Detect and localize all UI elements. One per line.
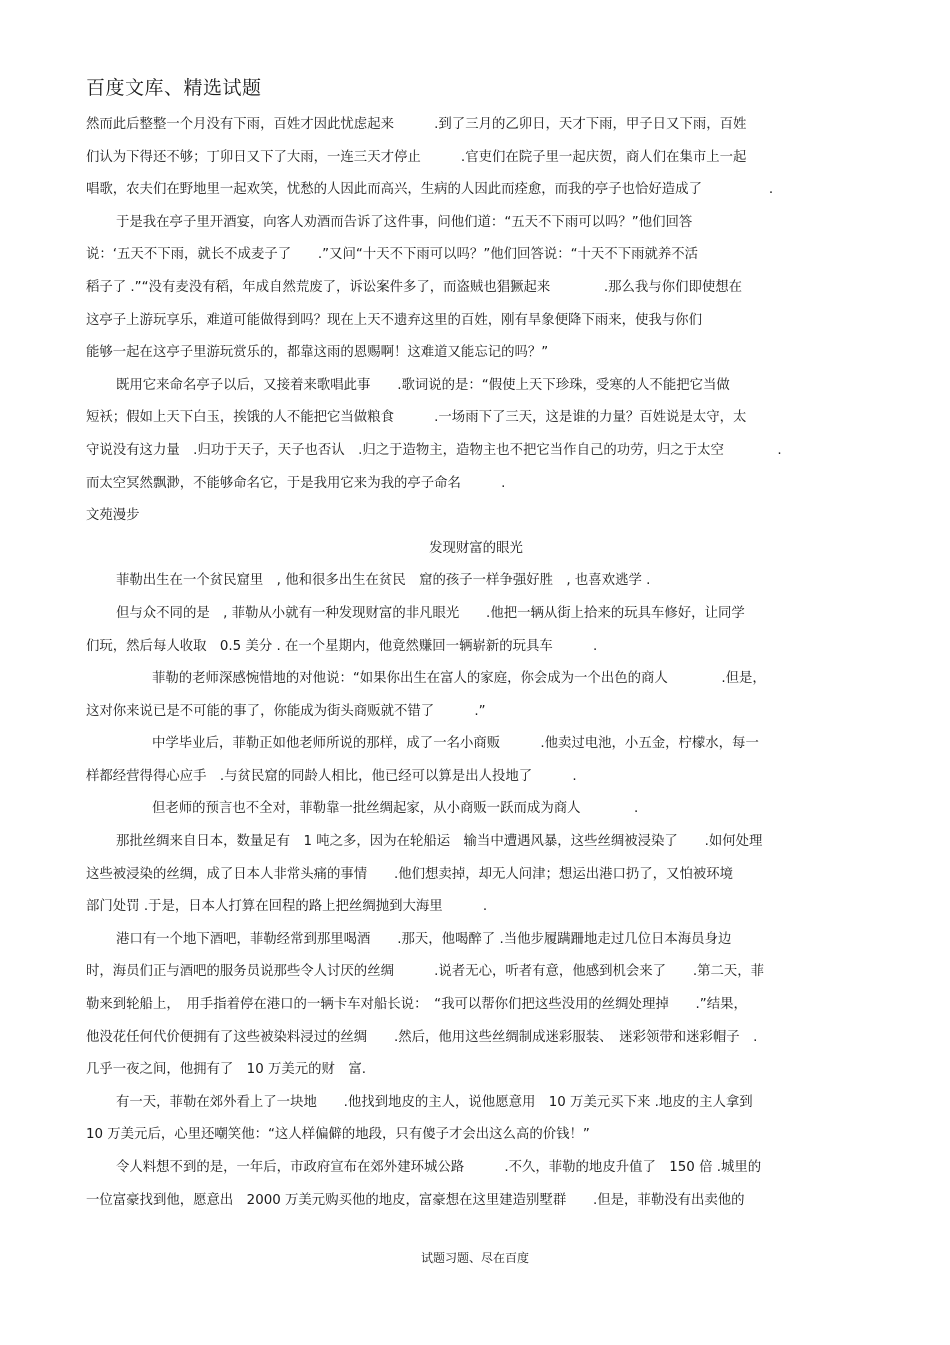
text-line: 这对你来说已是不可能的事了，你能成为街头商贩就不错了 .” <box>86 703 486 719</box>
text-line: 而太空冥然飘渺，不能够命名它，于是我用它来为我的亭子命名 . <box>86 475 506 491</box>
text-line: 短袄；假如上天下白玉，挨饿的人不能把它当做粮食 .一场雨下了三天，这是谁的力量？百姓说是太守，太 <box>86 410 747 426</box>
text-line: 港口有一个地下酒吧，菲勒经常到那里喝酒 .那天，他喝醉了 .当他步履蹒跚地走过几位日本海员身边 <box>116 931 732 947</box>
text-line: 文苑漫步 <box>86 508 140 524</box>
text-line: 中学毕业后，菲勒正如他老师所说的那样，成了一名小商贩 .他卖过电池，小五金，柠檬水，每一 <box>152 736 759 752</box>
text-line: 令人料想不到的是，一年后，市政府宣布在郊外建环城公路 .不久，菲勒的地皮升值了 150 倍 .城里的 <box>116 1160 762 1175</box>
text-line: 时，海员们正与酒吧的服务员说那些令人讨厌的丝绸 .说者无心，听者有意，他感到机会来了 .第二天，菲 <box>86 964 765 980</box>
text-line: 勒来到轮船上， 用手指着停在港口的一辆卡车对船长说： “我可以帮你们把这些没用的丝绸处理掉 .”结果， <box>86 997 747 1013</box>
page-footer: 试题习题、尽在百度 <box>420 1251 529 1265</box>
text-line: 有一天，菲勒在郊外看上了一块地 .他找到地皮的主人，说他愿意用 10 万美元买下来 .地皮的主人拿到 <box>116 1094 753 1110</box>
text-line: 这些被浸染的丝绸，成了日本人非常头痛的事情 .他们想卖掉，却无人问津；想运出港口扔了，又怕被环境 <box>86 866 734 882</box>
text-line: 们认为下得还不够；丁卯日又下了大雨，一连三天才停止 .官吏们在院子里一起庆贺，商人们在集市上一起 <box>86 149 747 165</box>
text-line: 唱歌，农夫们在野地里一起欢笑，忧愁的人因此而高兴，生病的人因此而痊愈，而我的亭子也恰好造成了 . <box>86 182 774 198</box>
text-line: 部门处罚 .于是，日本人打算在回程的路上把丝绸抛到大海里 . <box>86 899 488 915</box>
body-text <box>86 114 866 1222</box>
text-line: 守说没有这力量 .归功于天子，天子也否认 .归之于造物主，造物主也不把它当作自己的功劳，归之于太空 . <box>86 442 782 458</box>
text-line: 但老师的预言也不全对，菲勒靠一批丝绸起家，从小商贩一跃而成为商人 . <box>152 801 639 817</box>
text-line: 菲勒的老师深感惋惜地的对他说：“如果你出生在富人的家庭，你会成为一个出色的商人 .但是， <box>152 671 766 687</box>
text-line: 10 万美元后，心里还嘲笑他：“这人样偏僻的地段，只有傻子才会出这么高的价钱！” <box>86 1127 590 1143</box>
page-header: 百度文库、精选试题 <box>86 77 262 99</box>
text-line: 然而此后整整一个月没有下雨，百姓才因此忧虑起来 .到了三月的乙卯日，天才下雨，甲子日又下雨，百姓 <box>86 117 747 132</box>
text-line: 但与众不同的是 , 菲勒从小就有一种发现财富的非凡眼光 .他把一辆从街上拾来的玩具车修好，让同学 <box>116 605 745 621</box>
text-line: 那批丝绸来自日本，数量足有 1 吨之多，因为在轮船运 输当中遭遇风暴，这些丝绸被浸染了 .如何处理 <box>116 834 763 850</box>
text-line: 几乎一夜之间，他拥有了 10 万美元的财 富. <box>86 1062 366 1078</box>
text-line: 菲勒出生在一个贫民窟里 , 他和很多出生在贫民 窟的孩子一样争强好胜 , 也喜欢逃学 . <box>116 573 651 589</box>
text-line: 这亭子上游玩享乐，难道可能做得到吗？现在上天不遗弃这里的百姓，刚有旱象便降下雨来，使我与你们 <box>86 312 702 328</box>
text-line: 说：‘五天不下雨，就长不成麦子了 .”又问“十天不下雨可以吗？”他们回答说：“十天不下雨就养不活 <box>86 247 699 263</box>
text-line: 们玩，然后每人收取 0.5 美分 . 在一个星期内，他竟然赚回一辆崭新的玩具车 . <box>86 638 598 654</box>
text-line: 稻子了 .”“没有麦没有稻，年成自然荒废了，诉讼案件多了，而盗贼也猖獗起来 .那么我与你们即使想在 <box>86 279 742 295</box>
text-line: 能够一起在这亭子里游玩赏乐的，都靠这雨的恩赐啊！这难道又能忘记的吗？” <box>86 345 549 361</box>
text-line: 发现财富的眼光 <box>429 540 523 556</box>
text-line: 他没花任何代价便拥有了这些被染料浸过的丝绸 .然后，他用这些丝绸制成迷彩服装、 迷彩领带和迷彩帽子 . <box>86 1029 758 1045</box>
text-line: 一位富豪找到他，愿意出 2000 万美元购买他的地皮，富豪想在这里建造别墅群 .但是，菲勒没有出卖他的 <box>86 1192 745 1208</box>
text-line: 既用它来命名亭子以后，又接着来歌唱此事 .歌词说的是：“假使上天下珍珠，受寒的人不能把它当做 <box>116 377 730 393</box>
text-line: 样都经营得得心应手 .与贫民窟的同龄人相比，他已经可以算是出人投地了 . <box>86 768 577 784</box>
text-line: 于是我在亭子里开酒宴，向客人劝酒而告诉了这件事，问他们道：“五天不下雨可以吗？”他们回答 <box>116 214 693 230</box>
